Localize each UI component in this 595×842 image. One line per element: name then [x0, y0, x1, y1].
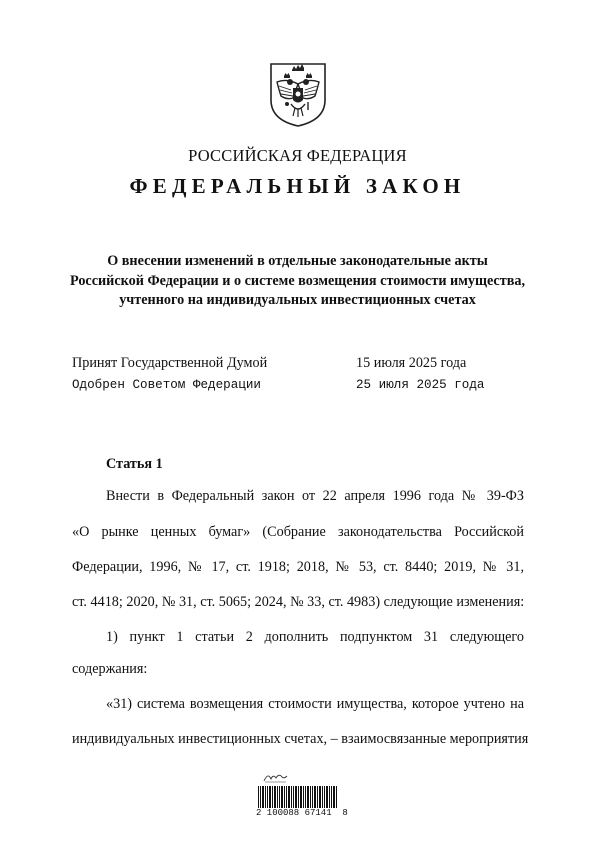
council-approval-date: 25 июля 2025 года	[356, 378, 485, 392]
law-title-line: учтенного на индивидуальных инвестиционных счетах	[119, 292, 476, 308]
coat-of-arms-emblem	[267, 60, 329, 128]
barcode-number: 2 100088 67141 8	[256, 808, 348, 818]
duma-adoption-label: Принят Государственной Думой	[72, 355, 268, 371]
article-text-line: «31) система возмещения стоимости имущества, которое учтено на	[106, 696, 524, 712]
article-text-line: Внести в Федеральный закон от 22 апреля 1996 года № 39-ФЗ	[106, 488, 524, 504]
article-text-line: ст. 4418; 2020, № 31, ст. 5065; 2024, № 33, ст. 4983) следующие изменения:	[72, 594, 525, 610]
article-text-line: Федерации, 1996, № 17, ст. 1918; 2018, № 53, ст. 8440; 2019, № 31,	[72, 559, 524, 575]
article-text-line: содержания:	[72, 661, 148, 677]
handwritten-signature	[262, 770, 288, 784]
article-text-line: 1) пункт 1 статьи 2 дополнить подпунктом 31 следующего	[106, 629, 524, 645]
law-title-line: Российской Федерации и о системе возмещения стоимости имущества,	[70, 272, 525, 289]
law-title	[60, 252, 535, 311]
duma-adoption-date: 15 июля 2025 года	[356, 355, 467, 371]
council-approval-label: Одобрен Советом Федерации	[72, 378, 261, 392]
barcode	[258, 786, 338, 808]
law-title-line: О внесении изменений в отдельные законодательные акты	[107, 253, 488, 269]
article-text-line: «О рынке ценных бумаг» (Собрание законодательства Российской	[72, 524, 524, 540]
document-type: ФЕДЕРАЛЬНЫЙ ЗАКОН	[129, 174, 466, 198]
article-text-line: индивидуальных инвестиционных счетах, – взаимосвязанные мероприятия	[72, 731, 529, 747]
article-heading: Статья 1	[106, 456, 163, 472]
country-name: РОССИЙСКАЯ ФЕДЕРАЦИЯ	[188, 146, 407, 165]
